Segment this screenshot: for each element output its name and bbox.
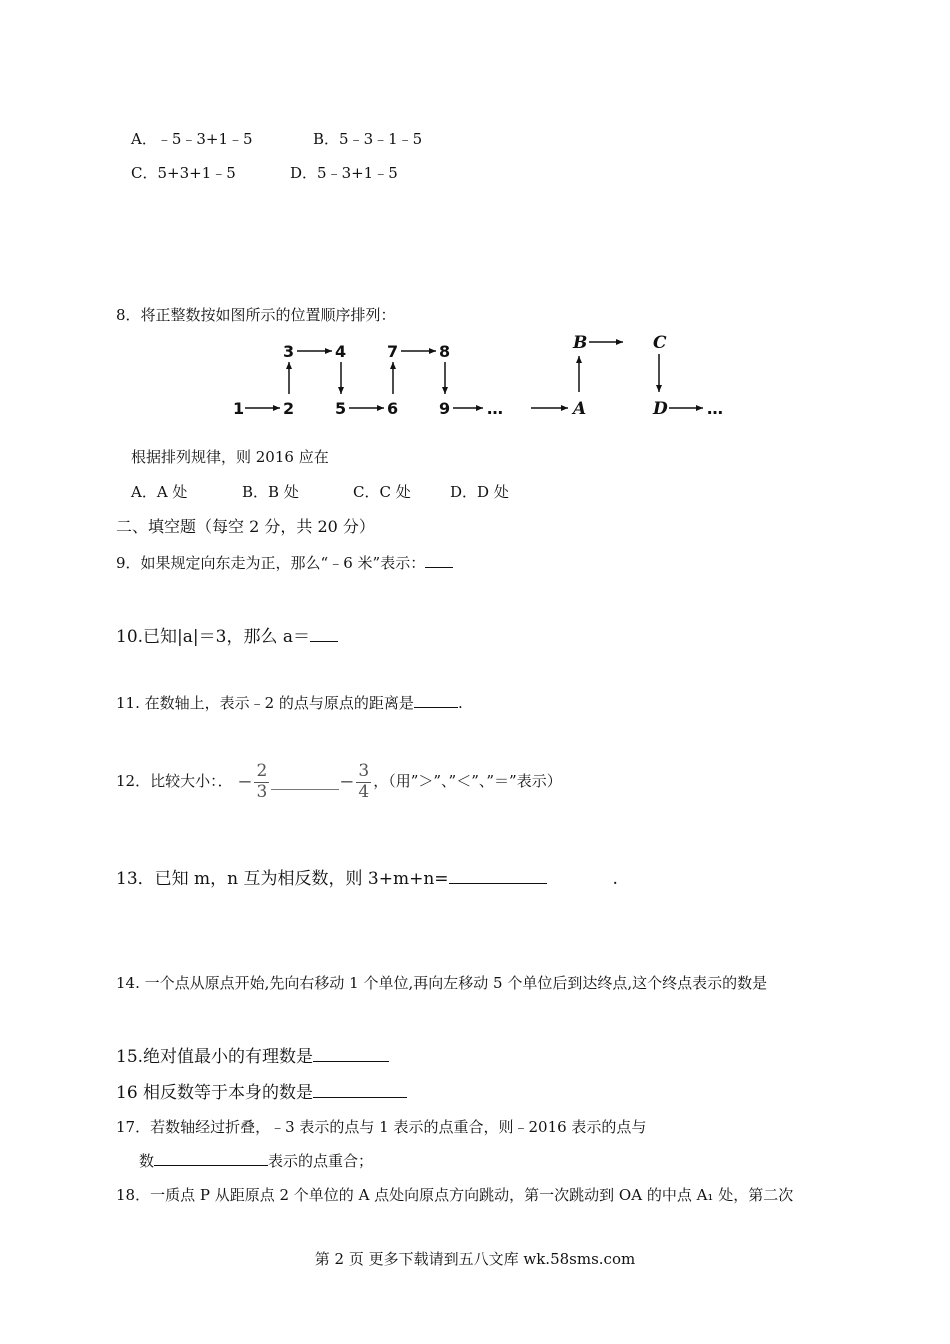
q17-line2-prefix: 数	[139, 1152, 155, 1170]
q7-option-d: D．5﹣3+1﹣5	[290, 164, 398, 182]
q12-fraction-2	[356, 762, 371, 802]
q14-text: 14. 一个点从原点开始,先向右移动 1 个单位,再向左移动 5 个单位后到达终点,这个终点表示的数是	[116, 974, 768, 992]
q12-fraction-1	[254, 762, 269, 802]
diagram-label-9: 9	[439, 399, 451, 418]
q7-option-b: B．5﹣3﹣1﹣5	[313, 130, 423, 148]
q13	[116, 864, 618, 889]
q12-frac2-numerator: 3	[358, 761, 370, 781]
q8-option-b: B．B 处	[242, 483, 299, 501]
q12-frac2-denominator: 4	[358, 781, 370, 802]
diagram-label-5: 5	[335, 399, 347, 418]
q9-answer-blank[interactable]	[425, 552, 453, 568]
q11-answer-blank[interactable]	[414, 692, 458, 708]
diagram-label-1: 1	[233, 399, 245, 418]
q10-answer-blank[interactable]	[310, 624, 338, 642]
q13-end: .	[612, 869, 618, 889]
q12-minus-2: −	[339, 771, 355, 793]
q16-text: 16 相反数等于本身的数是	[116, 1083, 314, 1103]
q17-line2	[139, 1150, 373, 1171]
q12	[116, 762, 562, 802]
q17-line2-suffix: 表示的点重合；	[268, 1152, 374, 1170]
diagram-label-C: C	[653, 333, 667, 353]
q8-option-c: C．C 处	[353, 483, 411, 501]
diagram-label-B: B	[573, 333, 588, 353]
q10	[116, 622, 338, 647]
diagram-label-2: 2	[283, 399, 295, 418]
diagram-ellipsis-2: …	[707, 399, 723, 418]
q10-text: 10.已知|a|＝3，那么 a＝	[116, 627, 310, 647]
q16	[116, 1078, 407, 1103]
diagram-label-6: 6	[387, 399, 399, 418]
diagram-label-8: 8	[439, 342, 451, 361]
q12-suffix: ，（用”＞”、”＜”、”＝”表示）	[373, 772, 562, 791]
q16-answer-blank[interactable]	[313, 1080, 407, 1098]
diagram-label-4: 4	[335, 342, 347, 361]
q8-option-a: A．A 处	[131, 483, 188, 501]
number-arrangement-diagram	[225, 330, 745, 430]
q15-answer-blank[interactable]	[313, 1044, 389, 1062]
diagram-label-D: D	[653, 399, 668, 419]
q13-text: 13．已知 m，n 互为相反数，则 3+m+n=	[116, 869, 449, 889]
q11-end: .	[457, 694, 463, 712]
q7-option-a: A．﹣5﹣3+1﹣5	[131, 130, 253, 148]
diagram-label-7: 7	[387, 342, 399, 361]
q12-minus-1: −	[237, 771, 253, 793]
q12-frac1-numerator: 2	[256, 761, 268, 781]
q11	[116, 692, 463, 713]
section-title: 二、填空题（每空 2 分，共 20 分）	[116, 517, 375, 536]
diagram-label-A: A	[573, 399, 587, 419]
q15	[116, 1042, 389, 1067]
q17-line1: 17．若数轴经过折叠，﹣3 表示的点与 1 表示的点重合，则﹣2016 表示的点与	[116, 1118, 647, 1136]
q11-text: 11. 在数轴上，表示﹣2 的点与原点的距离是	[116, 694, 414, 712]
q17-answer-blank[interactable]	[154, 1150, 268, 1166]
q8-rule: 根据排列规律，则 2016 应在	[131, 448, 329, 466]
q9	[116, 552, 453, 573]
q9-text: 9．如果规定向东走为正，那么“﹣6 米”表示：	[116, 554, 426, 572]
q18-text: 18．一质点 P 从距原点 2 个单位的 A 点处向原点方向跳动，第一次跳动到 OA 的中点 A₁ 处，第二次	[116, 1186, 794, 1204]
q13-answer-blank[interactable]	[449, 866, 547, 884]
q12-prefix: 12．比较大小：．	[116, 772, 233, 791]
q12-answer-blank[interactable]	[271, 774, 339, 790]
diagram-label-3: 3	[283, 342, 295, 361]
q12-frac1-denominator: 3	[256, 781, 268, 802]
diagram-ellipsis-1: …	[487, 399, 503, 418]
q8-option-d: D．D 处	[450, 483, 509, 501]
q15-text: 15.绝对值最小的有理数是	[116, 1047, 314, 1067]
q7-option-c: C．5+3+1﹣5	[131, 164, 236, 182]
q8-stem: 8．将正整数按如图所示的位置顺序排列：	[116, 306, 396, 324]
page-footer: 第 2 页 更多下载请到五八文库 wk.58sms.com	[314, 1250, 636, 1268]
